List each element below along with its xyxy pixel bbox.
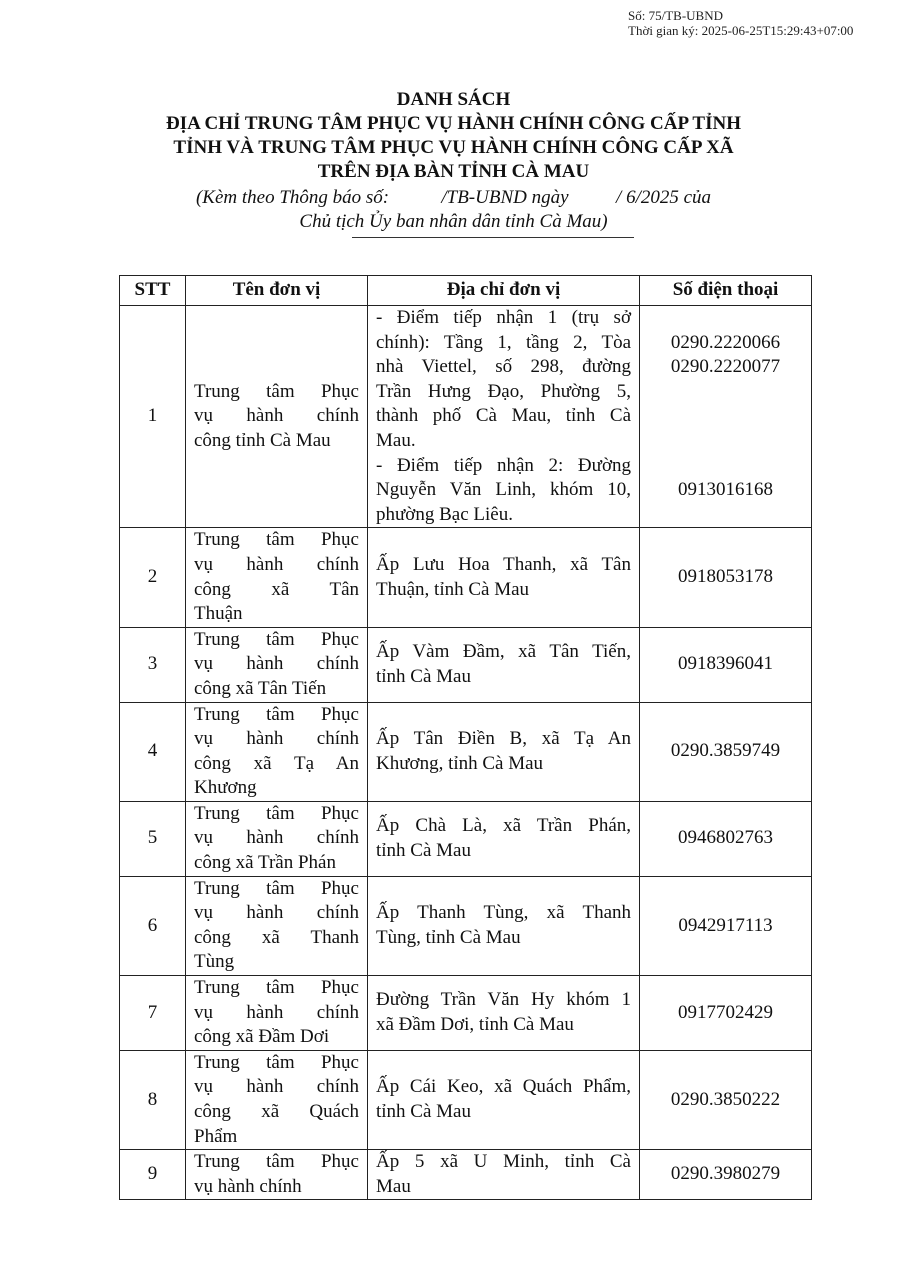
row-phone (640, 876, 812, 975)
unit-name-line: Trung tâm Phục (194, 703, 359, 725)
address-line: Đường Trần Văn Hy khóm 1 (376, 989, 631, 1011)
address-line: thành phố Cà Mau, tỉnh Cà (376, 405, 631, 427)
unit-name-line: vụ hành chính (194, 405, 359, 427)
address-line: Mau. (376, 429, 416, 451)
row-phone (640, 702, 812, 801)
address-line: xã Đầm Dơi, tỉnh Cà Mau (376, 1013, 574, 1035)
address-line: Ấp Cái Keo, xã Quách Phẩm, (376, 1076, 631, 1098)
service-center-table (119, 275, 812, 1200)
row-unit-name (186, 1150, 368, 1200)
unit-name-line: công xã Thanh (194, 926, 359, 948)
unit-name-line: vụ hành chính (194, 1076, 359, 1098)
unit-name-line: vụ hành chính (194, 1175, 302, 1197)
phone-number: 0290.3850222 (670, 1088, 781, 1110)
unit-name-line: Phẩm (194, 1125, 238, 1147)
row-phone (640, 528, 812, 627)
table-header-row (120, 276, 812, 306)
subtitle-underline (352, 237, 634, 238)
table-row (120, 306, 812, 528)
row-unit-name (186, 627, 368, 702)
address-line: Ấp 5 xã U Minh, tỉnh Cà (376, 1151, 631, 1173)
table-row (120, 1050, 812, 1149)
phone-number: 0290.2220077 (670, 356, 781, 378)
unit-name-line: vụ hành chính (194, 728, 359, 750)
row-phone (640, 976, 812, 1051)
row-stt: 5 (120, 801, 186, 876)
row-phone (640, 1150, 812, 1200)
unit-name-line: công xã Tân (194, 578, 359, 600)
address-line: chính): Tầng 1, tầng 2, Tòa (376, 331, 631, 353)
row-unit-address (368, 801, 640, 876)
row-unit-address (368, 702, 640, 801)
unit-name-line: công xã Đầm Dơi (194, 1026, 330, 1048)
address-line: Ấp Thanh Tùng, xã Thanh (376, 902, 631, 924)
row-unit-name (186, 306, 368, 528)
header-unit-name: Tên đơn vị (186, 276, 368, 306)
unit-name-line: Thuận (194, 603, 243, 625)
phone-number: 0918396041 (678, 653, 773, 675)
table-row (120, 876, 812, 975)
unit-name-line: Khương (194, 777, 257, 799)
header-phone: Số điện thoại (640, 276, 812, 306)
signed-time: Thời gian ký: 2025-06-25T15:29:43+07:00 (628, 23, 854, 38)
table-row (120, 1150, 812, 1200)
row-unit-address (368, 976, 640, 1051)
header-unit-address: Địa chỉ đơn vị (368, 276, 640, 306)
subtitle-line-2: Chủ tịch Ủy ban nhân dân tỉnh Cà Mau) (299, 211, 608, 232)
row-phone (640, 1050, 812, 1149)
address-line: tỉnh Cà Mau (376, 839, 471, 861)
table-row (120, 702, 812, 801)
phone-number: 0290.3980279 (670, 1163, 781, 1185)
address-line: Khương, tỉnh Cà Mau (376, 752, 544, 774)
row-stt: 6 (120, 876, 186, 975)
unit-name-line: Trung tâm Phục (194, 529, 359, 551)
table-row (120, 627, 812, 702)
row-unit-name (186, 801, 368, 876)
document-number: Số: 75/TB-UBND (628, 8, 723, 23)
heading-line-4: TRÊN ĐỊA BÀN TỈNH CÀ MAU (317, 161, 590, 182)
address-line: Tùng, tỉnh Cà Mau (376, 926, 521, 948)
unit-name-line: vụ hành chính (194, 827, 359, 849)
unit-name-line: vụ hành chính (194, 553, 359, 575)
unit-name-line: công xã Trần Phán (194, 852, 336, 874)
row-stt: 7 (120, 976, 186, 1051)
phone-number: 0917702429 (678, 1001, 773, 1023)
row-unit-address (368, 528, 640, 627)
row-unit-address (368, 876, 640, 975)
row-unit-name (186, 1050, 368, 1149)
row-stt: 4 (120, 702, 186, 801)
address-line: Ấp Vàm Đầm, xã Tân Tiến, (376, 641, 631, 663)
heading-line-3: TỈNH VÀ TRUNG TÂM PHỤC VỤ HÀNH CHÍNH CÔNG CẤP XÃ (173, 137, 734, 158)
table-body (120, 306, 812, 1200)
table-row (120, 801, 812, 876)
digital-signature-stamp (628, 8, 853, 38)
heading-line-2: ĐỊA CHỈ TRUNG TÂM PHỤC VỤ HÀNH CHÍNH CÔNG CẤP TỈNH (166, 113, 741, 134)
document-subtitle (0, 186, 907, 234)
row-unit-address (368, 627, 640, 702)
heading-title: DANH SÁCH (396, 89, 511, 110)
phone-number: 0913016168 (678, 478, 773, 500)
row-unit-address (368, 306, 640, 528)
row-unit-name (186, 702, 368, 801)
row-unit-address (368, 1050, 640, 1149)
phone-number: 0290.2220066 (670, 331, 781, 353)
address-line: Mau (376, 1175, 411, 1197)
document-heading (0, 88, 907, 184)
row-stt: 2 (120, 528, 186, 627)
phone-number: 0946802763 (678, 827, 773, 849)
unit-name-line: vụ hành chính (194, 902, 359, 924)
unit-name-line: Trung tâm Phục (194, 802, 359, 824)
header-stt: STT (120, 276, 186, 306)
address-line: Nguyễn Văn Linh, khóm 10, (376, 479, 631, 501)
phone-number: 0290.3859749 (670, 740, 781, 762)
row-stt: 8 (120, 1050, 186, 1149)
row-unit-name (186, 876, 368, 975)
table-row (120, 528, 812, 627)
row-stt: 1 (120, 306, 186, 528)
unit-name-line: công xã Tân Tiến (194, 677, 327, 699)
address-line: Ấp Tân Điền B, xã Tạ An (376, 728, 631, 750)
address-line: tỉnh Cà Mau (376, 1101, 471, 1122)
unit-name-line: vụ hành chính (194, 1001, 359, 1023)
address-line: phường Bạc Liêu. (376, 503, 513, 525)
table-row (120, 976, 812, 1051)
row-unit-name (186, 976, 368, 1051)
row-phone (640, 801, 812, 876)
row-phone (640, 627, 812, 702)
address-line: Ấp Lưu Hoa Thanh, xã Tân (376, 553, 631, 575)
subtitle-line-1: (Kèm theo Thông báo số: /TB-UBND ngày / 6/2025 của (195, 187, 712, 208)
address-line: Thuận, tỉnh Cà Mau (376, 578, 530, 600)
phone-number: 0918053178 (678, 566, 773, 588)
unit-name-line: Tùng (194, 951, 235, 973)
row-unit-address (368, 1150, 640, 1200)
unit-name-line: Trung tâm Phục (194, 380, 359, 402)
unit-name-line: Trung tâm Phục (194, 877, 359, 899)
address-line: Ấp Chà Là, xã Trần Phán, (376, 815, 631, 837)
row-stt: 3 (120, 627, 186, 702)
address-line: - Điểm tiếp nhận 1 (trụ sở (376, 307, 631, 328)
phone-number: 0942917113 (678, 914, 773, 936)
unit-name-line: công tỉnh Cà Mau (194, 429, 331, 451)
row-unit-name (186, 528, 368, 627)
address-line: nhà Viettel, số 298, đường (376, 356, 631, 378)
address-line: Trần Hưng Đạo, Phường 5, (376, 380, 631, 402)
row-stt: 9 (120, 1150, 186, 1200)
unit-name-line: Trung tâm Phục (194, 1151, 359, 1173)
row-phone (640, 306, 812, 528)
unit-name-line: công xã Quách (194, 1101, 359, 1122)
unit-name-line: vụ hành chính (194, 653, 359, 675)
unit-name-line: công xã Tạ An (194, 752, 359, 774)
unit-name-line: Trung tâm Phục (194, 977, 359, 999)
address-line: tỉnh Cà Mau (376, 665, 471, 687)
address-line: - Điểm tiếp nhận 2: Đường (376, 454, 631, 476)
unit-name-line: Trung tâm Phục (194, 628, 359, 650)
unit-name-line: Trung tâm Phục (194, 1051, 359, 1073)
